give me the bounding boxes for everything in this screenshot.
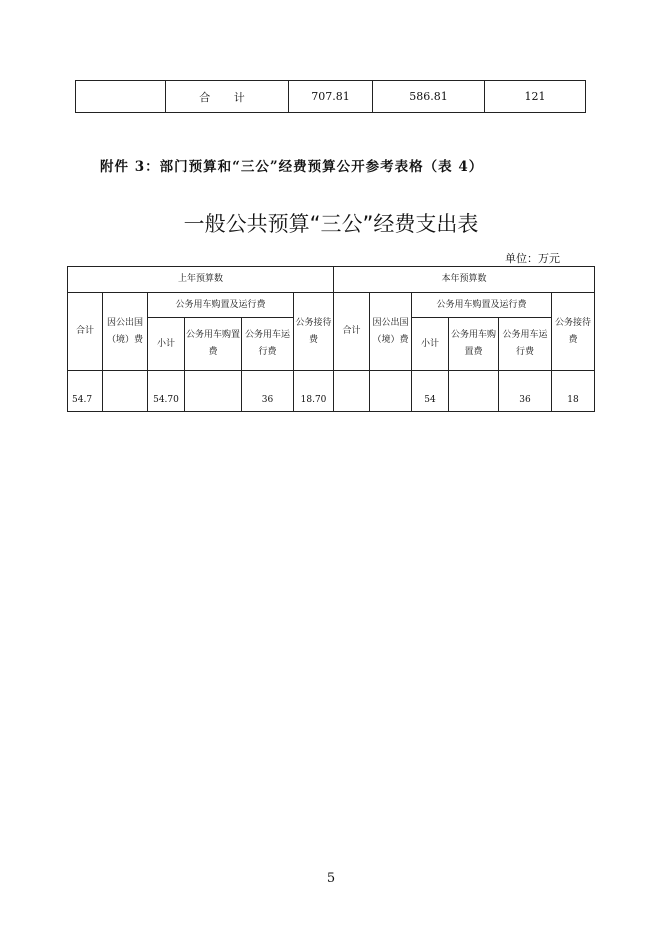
header-row-categories <box>68 293 595 318</box>
total-value-2: 586.81 <box>373 81 485 113</box>
prev-total-header: 合计 <box>68 293 103 371</box>
total-value-3: 121 <box>485 81 586 113</box>
total-value-1: 707.81 <box>289 81 373 113</box>
this-running-value: 36 <box>499 371 552 412</box>
this-purchase-header: 公务用车购置费 <box>449 318 499 371</box>
table-row <box>68 371 595 412</box>
three-public-expense-table <box>67 266 595 412</box>
prev-purchase-header: 公务用车购置费 <box>185 318 242 371</box>
this-reception-value: 18 <box>552 371 595 412</box>
prev-abroad-header: 因公出国（境）费 <box>103 293 148 371</box>
prev-running-value: 36 <box>242 371 294 412</box>
total-label: 合 计 <box>166 81 289 113</box>
attachment-title: 附件 3：部门预算和“三公”经费预算公开参考表格（表 4） <box>100 159 484 175</box>
this-total-value <box>334 371 370 412</box>
page-number: 5 <box>326 871 336 886</box>
unit-label: 单位：万元 <box>505 252 560 265</box>
prev-subtotal-header: 小计 <box>148 318 185 371</box>
this-total-header: 合计 <box>334 293 370 371</box>
this-vehicle-group-header: 公务用车购置及运行费 <box>412 293 552 318</box>
prev-reception-value: 18.70 <box>294 371 334 412</box>
this-subtotal-header: 小计 <box>412 318 449 371</box>
prev-year-header: 上年预算数 <box>68 267 334 293</box>
this-abroad-value <box>370 371 412 412</box>
prev-running-header: 公务用车运行费 <box>242 318 294 371</box>
page-title: 一般公共预算“三公”经费支出表 <box>183 212 479 236</box>
this-reception-header: 公务接待费 <box>552 293 595 371</box>
summary-total-row <box>76 81 586 113</box>
this-subtotal-value: 54 <box>412 371 449 412</box>
empty-cell <box>76 81 166 113</box>
header-row-years <box>68 267 595 293</box>
prev-reception-header: 公务接待费 <box>294 293 334 371</box>
this-purchase-value <box>449 371 499 412</box>
this-year-header: 本年预算数 <box>334 267 595 293</box>
this-running-header: 公务用车运行费 <box>499 318 552 371</box>
prev-vehicle-group-header: 公务用车购置及运行费 <box>148 293 294 318</box>
prev-purchase-value <box>185 371 242 412</box>
prev-total-value: 54.7 <box>68 371 103 412</box>
summary-table-continued <box>75 80 586 113</box>
this-abroad-header: 因公出国（境）费 <box>370 293 412 371</box>
prev-subtotal-value: 54.70 <box>148 371 185 412</box>
prev-abroad-value <box>103 371 148 412</box>
